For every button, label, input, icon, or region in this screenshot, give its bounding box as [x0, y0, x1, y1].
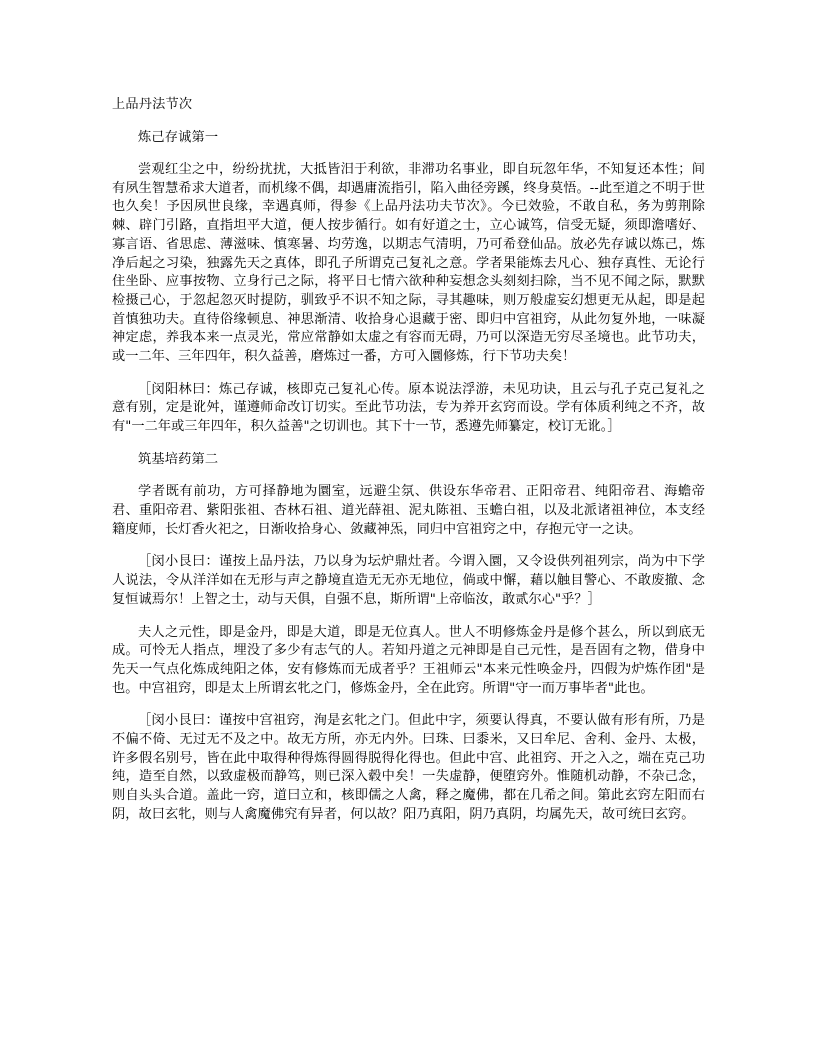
body-paragraph-2: 学者既有前功，方可择静地为圜室，远避尘氛、供设东华帝君、正阳帝君、纯阳帝君、海蟾帝君、重阳帝君、紫阳张祖、杏林石祖、道光薛祖、泥丸陈祖、玉蟾白祖，以及北派诸祖神位，本支经籍度师，长灯香火祀之，日渐收拾身心、敛藏神炁，同归中宫祖窍之中，存抱元守一之诀。: [112, 484, 705, 537]
section-heading-zhuji-peiyao: 筑基培药第二: [138, 451, 219, 467]
body-paragraph-3: 夫人之元性，即是金丹，即是大道，即是无位真人。世人不明修炼金丹是修个甚么，所以到底无成。可怜无人指点，埋没了多少有志气的人。若知丹道之元神即是自己元性，是吾固有之物，借身中先天一气点化炼成纯阳之体，安有修炼而无成者乎？王祖师云"本来元性唤金丹，四假为炉炼作团"是也。中宫祖窍，即是太上所谓玄牝之门，修炼金丹，全在此窍。所谓"守一而万事毕者"此也。: [112, 624, 705, 696]
body-paragraph-1: 尝观红尘之中，纷纷扰扰，大抵皆汨于利欲，非滞功名事业，即自玩忽年华，不知复还本性；间有夙生智慧希求大道者，而机缘不偶，却遇庸流指引，陷入曲径旁蹊，终身莫悟。--此至道之不明于世也久矣！予因夙世良缘，幸遇真师，得参《上品丹法功夫节次》。今已效验，不敢自私，务为剪荆除棘、辟门引路，直指坦平大道，便人按步循行。如有好道之士，立心诚笃，信受无疑，须即澹嗜好、寡言语、省思虑、薄滋味、慎寒暑、均劳逸，以期志气清明，乃可希登仙品。放必先存诚以炼己，炼净后起之习染，独露先天之真体，即孔子所谓克己复礼之意。学者果能炼去凡心、独存真性、无论行住坐卧、应事按物、立身行己之际，将平日七情六欲种种妄想念头刻刻扫除，当不见不闻之际，默默检摄己心，于忽起忽灭时提防，驯致乎不识不知之际，寻其趣味，则万般虚妄幻想更无从起，即是起首慎独功夫。直待俗缘顿息、神思渐清、收拾身心退藏于密、即归中宫祖窍，从此勿复外地，一味凝神定虑，养我本来一点灵光，常应常静如太虚之有容而无碍，乃可以深造无穷尽圣境也。此节功夫，或一二年、三年四年，积久益善，磨炼过一番，方可入圜修炼，行下节功夫矣！: [112, 162, 705, 365]
document-title: 上品丹法节次: [112, 97, 193, 112]
commentary-paragraph-1: ［闵阳林曰：炼己存诚，核即克己复礼心传。原本说法浮游，未见功诀，且云与孔子克己复礼之意有别，定是讹舛，谨遵师命改订切实。至此节功法，专为养开玄窍而设。学有体质利纯之不齐，故有"一二年或三年四年，积久益善"之切训也。其下十一节，悉遵先师纂定，校订无讹。］: [112, 381, 705, 435]
commentary-paragraph-2: ［闵小艮曰：谨按上品丹法，乃以身为坛炉鼎灶者。今谓入圜，又令设供列祖列宗，尚为中下学人说法，令从洋洋如在无形与声之静境直造无无亦无地位，倘或中懈，藉以触目警心、不敢废撤、念复恒诚焉尔！上智之士，动与天俱，自强不息，斯所谓"上帝临汝，敢贰尔心"乎？］: [112, 554, 705, 607]
commentary-paragraph-3: ［闵小艮曰：谨按中宫祖窍，洵是玄牝之门。但此中字，须要认得真，不要认做有形有所，乃是不偏不倚、无过无不及之中。故无方所，亦无内外。曰珠、曰黍米，又曰牟尼、舍利、金丹、太极，许多假名别号，皆在此中取得种得炼得圆得脱得化得也。但此中宫、此祖窍、开之入之，端在克己功纯，造至自然，以致虚极而静笃，则已深入毂中矣！一失虚静，便堕窍外。惟随机动静，不杂己念，则自头头合道。盖此一窍，道曰立和，核即儒之人禽，释之魔佛，都在几希之间。第此玄窍左阳而右阴，故曰玄牝，则与人禽魔佛究有异者，何以故？阳乃真阳，阴乃真阴，均属先天，故可统曰玄窍。: [112, 713, 705, 822]
section-heading-lianji-cuncheng: 炼己存诚第一: [138, 129, 219, 145]
